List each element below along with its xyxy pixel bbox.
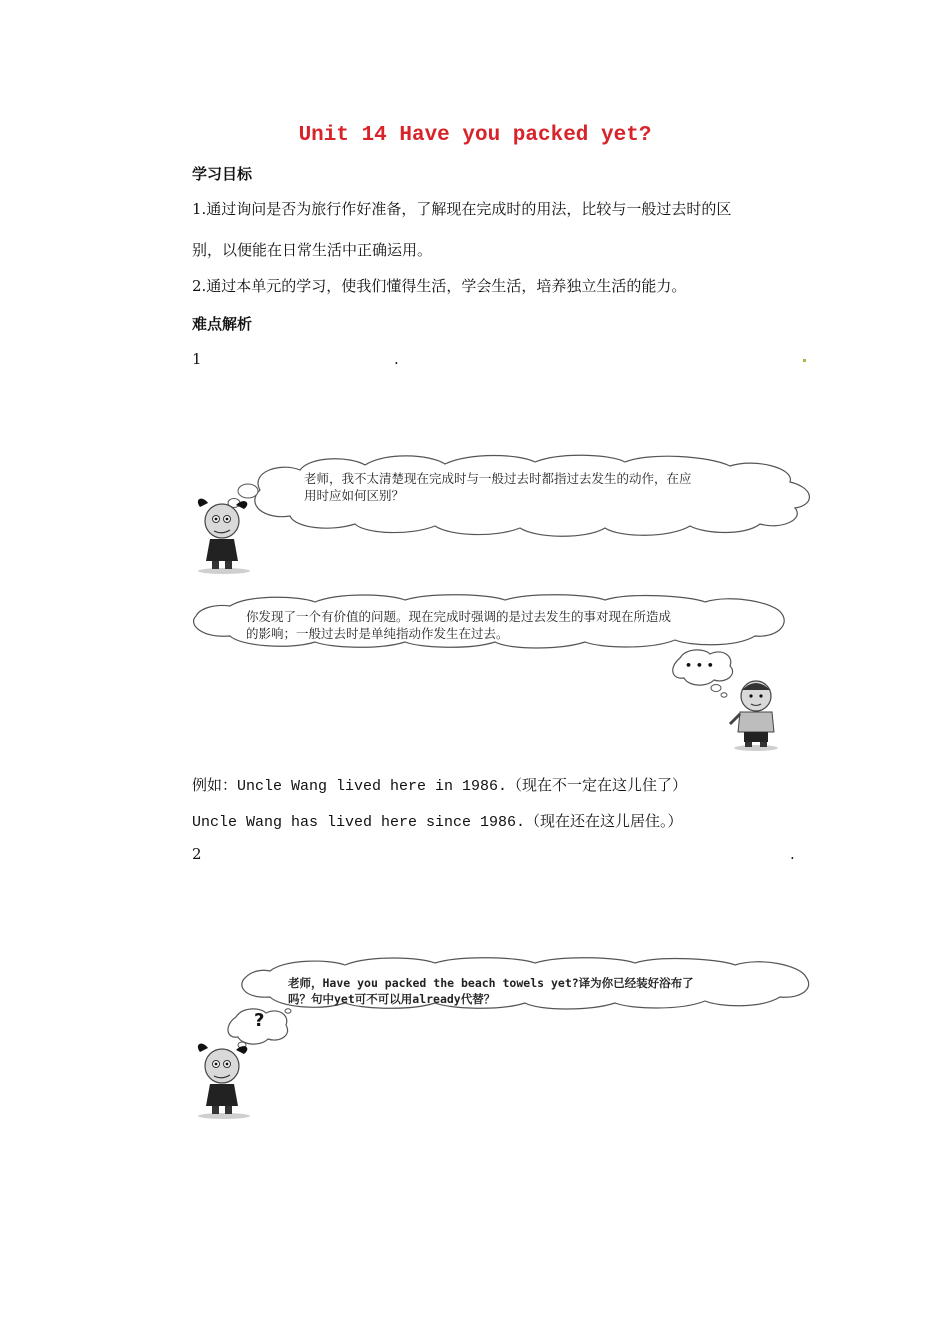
question-mark: ? xyxy=(254,1010,265,1031)
teacher-character-icon xyxy=(726,676,786,752)
point-1-dot: . xyxy=(394,350,399,368)
bubble-2-line-1: 你发现了一个有价值的问题。现在完成时强调的是过去发生的事对现在所造成 xyxy=(246,609,672,624)
difficulties-heading: 难点解析 xyxy=(192,315,253,333)
goal-1-line-2: 别，以便能在日常生活中正确运用。 xyxy=(192,241,433,259)
thought-dots: • • • xyxy=(685,659,714,672)
girl-character-icon xyxy=(192,495,256,575)
bubble-3-line-1: 老师，Have you packed the beach towels yet?译为你已经装好浴布了 xyxy=(288,976,694,990)
bubble-3-line-2: 吗？句中yet可不可以用already代替？ xyxy=(288,992,496,1006)
bubble-1-line-2: 用时应如何区别？ xyxy=(304,488,405,503)
example-2: Uncle Wang has lived here since 1986.（现在还在这儿居住。） xyxy=(192,814,683,831)
goal-1-line-1: 1.通过询问是否为旅行作好准备，了解现在完成时的用法，比较与一般过去时的区 xyxy=(192,200,732,218)
bubble-1-line-1: 老师，我不太清楚现在完成时与一般过去时都指过去发生的动作，在应 xyxy=(304,471,692,486)
point-2-number: 2 xyxy=(192,845,202,863)
example-1: 例如：Uncle Wang lived here in 1986.（现在不一定在这儿住了） xyxy=(192,778,688,795)
learning-goals-heading: 学习目标 xyxy=(192,165,253,183)
girl-character-icon-2 xyxy=(192,1040,256,1120)
point-1-number: 1 xyxy=(192,350,202,368)
page-title: Unit 14 Have you packed yet? xyxy=(298,124,652,147)
goal-2: 2.通过本单元的学习，使我们懂得生活，学会生活，培养独立生活的能力。 xyxy=(192,277,687,295)
bubble-2-line-2: 的影响；一般过去时是单纯指动作发生在过去。 xyxy=(246,626,509,641)
marker-dot xyxy=(803,359,806,362)
point-2-dot: . xyxy=(790,845,795,863)
